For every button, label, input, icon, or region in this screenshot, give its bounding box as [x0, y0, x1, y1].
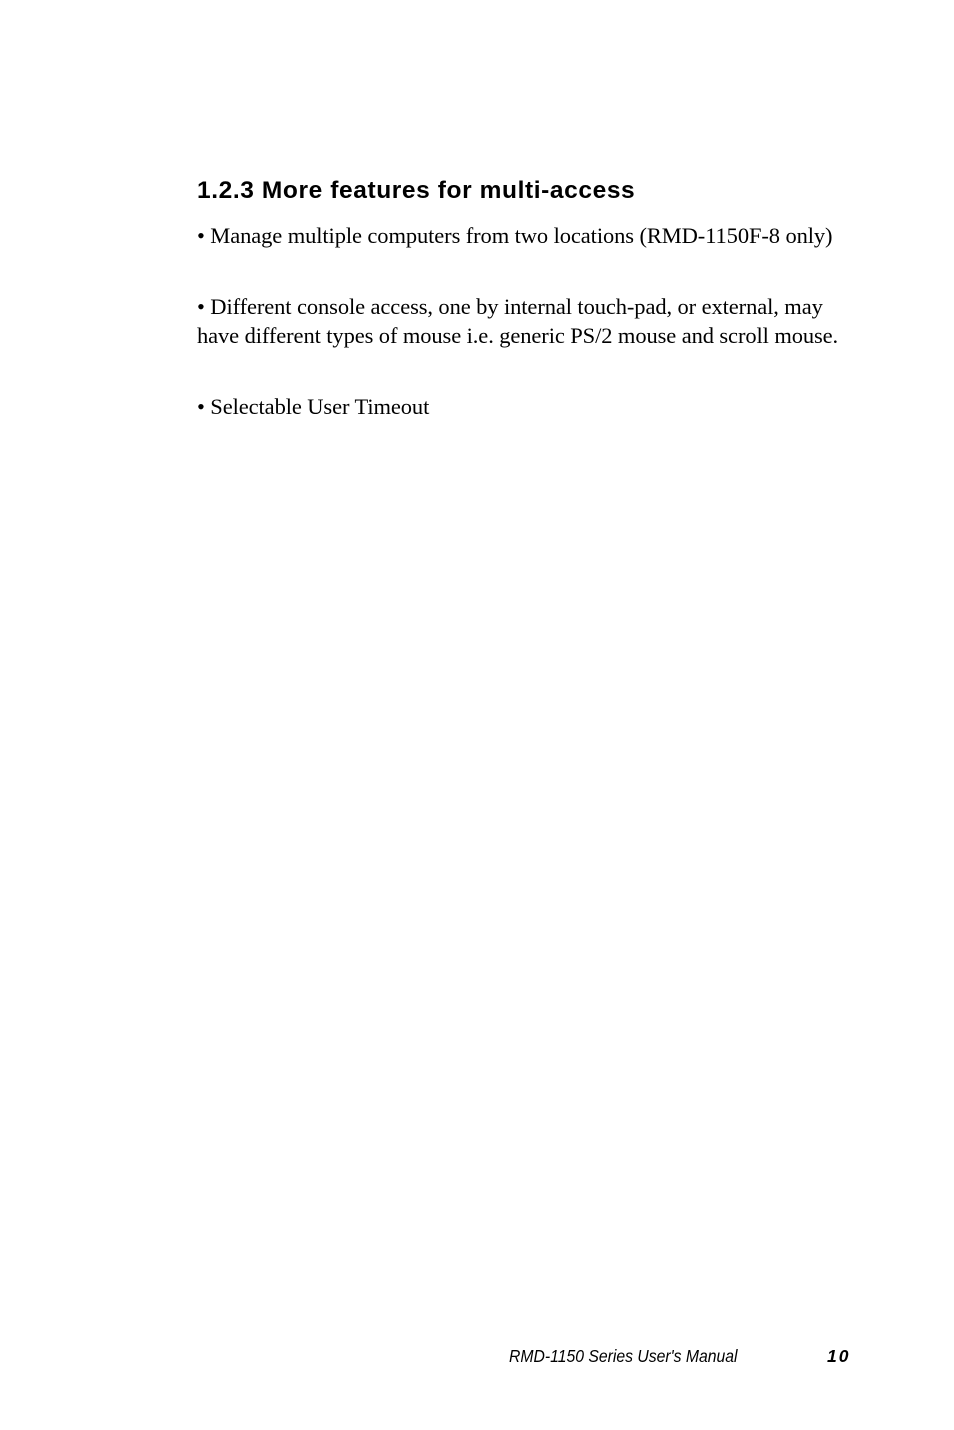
- footer-manual-title: RMD-1150 Series User's Manual: [509, 1346, 738, 1366]
- feature-bullet-console-access: • Different console access, one by internal touch-pad, or external, may have different types of mouse i.e. generic PS/2 mouse and scroll mouse.: [197, 294, 839, 348]
- section-heading: 1.2.3 More features for multi-access: [197, 177, 636, 204]
- footer-page-number: 10: [827, 1346, 851, 1366]
- feature-bullet-multiple-computers: • Manage multiple computers from two locations (RMD-1150F-8 only): [197, 223, 833, 248]
- feature-bullet-user-timeout: • Selectable User Timeout: [197, 394, 430, 419]
